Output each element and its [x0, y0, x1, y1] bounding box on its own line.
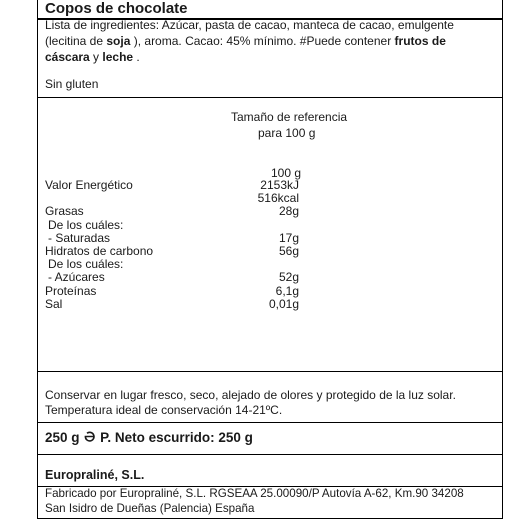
estimated-sign-icon [83, 430, 96, 446]
ingredient-text: Lista de ingredientes: Azúcar, pasta de cacao, manteca de cacao, emulgente (lecitina de [45, 18, 454, 48]
nutrient-label: Proteínas [45, 283, 97, 298]
ingredient-text: . [133, 50, 140, 64]
manufacturer-address-2: San Isidro de Dueñas (Palencia) España [45, 502, 255, 515]
nutrient-value: 56g [278, 244, 299, 258]
ingredient-text: ), aroma. Cacao: 45% mínimo. #Puede contener [130, 34, 395, 48]
section-divider [38, 422, 502, 423]
storage-line-2: Temperatura ideal de conservación 14-21ºC. [45, 403, 283, 417]
nutrient-label: De los cuáles: [48, 257, 124, 272]
reference-size: Tamaño de referencia [231, 110, 348, 124]
nutrient-label: - Azúcares [48, 270, 105, 285]
nutrient-label: Valor Energético [45, 178, 133, 192]
allergen-text: soja [106, 34, 131, 48]
net-weight [45, 430, 253, 446]
nutrient-value: 0,01g [268, 296, 299, 311]
nutrient-label: Grasas [45, 204, 84, 219]
nutrient-value: 52g [278, 270, 299, 285]
net-weight-value: 250 g [45, 430, 80, 445]
storage-line-1: Conservar en lugar fresco, seco, alejado de olores y protegido de la luz solar. [45, 388, 456, 402]
section-divider [38, 371, 502, 372]
section-divider [38, 97, 502, 98]
ingredients-text [45, 17, 490, 65]
reference-per: para 100 g [258, 126, 316, 140]
column-header: 100 g [271, 166, 302, 180]
allergen-text: frutos de cáscara [45, 34, 446, 64]
gluten-free-note: Sin gluten [45, 77, 99, 91]
nutrient-label: Hidratos de carbono [45, 244, 154, 258]
nutrient-value: 17g [278, 230, 299, 245]
nutrient-value: 2153kJ [260, 178, 299, 192]
manufacturer-name: Europraliné, S.L. [45, 468, 145, 482]
product-label [37, 0, 503, 519]
nutrient-value: 28g [278, 204, 299, 219]
nutrient-label: De los cuáles: [48, 217, 124, 232]
drained-weight: P. Neto escurrido: 250 g [100, 430, 253, 445]
manufacturer-address-1: Fabricado por Europraliné, S.L. RGSEAA 25.00090/P Autovía A-62, Km.90 34208 [45, 487, 464, 500]
allergen-text: leche [102, 50, 134, 64]
product-title: Copos de chocolate [45, 0, 188, 17]
nutrient-value: 6,1g [275, 283, 299, 298]
nutrient-label: - Saturadas [48, 230, 111, 245]
ingredient-text: y [89, 50, 103, 64]
nutrient-label: Sal [45, 296, 63, 311]
section-divider [38, 454, 502, 455]
nutrient-value: 516kcal [257, 191, 299, 206]
